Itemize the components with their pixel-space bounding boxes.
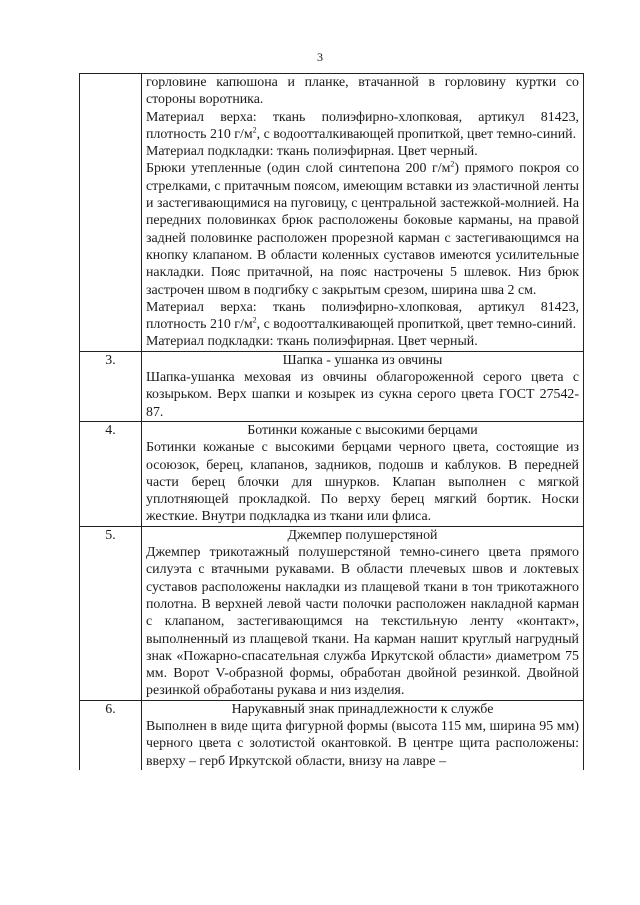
item-heading: Шапка - ушанка из овчины bbox=[282, 352, 443, 368]
item-heading: Нарукавный знак принадлежности к службе bbox=[231, 701, 494, 717]
paragraph: Ботинки кожаные с высокими берцами черного цвета, состоящие из осоюзок, берец, клапанов, задников, подошв и каблуков. В передней части берец блочки для шнурков. Клапан выполнен с мягкой уплотняющей прокладкой. По верху берец мягкий бортик. Носки жесткие. Внутри подкладка из ткани или флиса. bbox=[146, 440, 579, 525]
paragraph: Джемпер трикотажный полушерстяной темно-синего цвета прямого силуэта с втачными рукавами. В области плечевых швов и локтевых суставов расположены накладки из плащевой ткани в тон трикотажного полотна. В верхней левой части полочки расположен накладной карман с клапаном, застегивающимся на текстильную ленту «контакт», выполненный из плащевой ткани. На карман нашит круглый нагрудный знак «Пожарно-спасательная служба Иркутской области» диаметром 75 мм. Ворот V-образной формы, обработан двойной резинкой. Двойной резинкой обработаны рукава и низ изделия. bbox=[146, 545, 579, 699]
paragraph: горловине капюшона и планке, втачанной в горловину куртки со стороны воротника. bbox=[146, 75, 579, 108]
table-row bbox=[80, 74, 584, 352]
paragraph: Материал верха: ткань полиэфирно-хлопковая, артикул 81423, плотность 210 $г/м^2$, с водоотталкивающей пропиткой, цвет темно-синий. bbox=[146, 299, 579, 333]
row-number: 4. bbox=[80, 421, 142, 526]
row-description bbox=[142, 700, 584, 770]
row-number bbox=[80, 74, 142, 352]
table-row bbox=[80, 700, 584, 770]
row-description bbox=[142, 74, 584, 352]
paragraph: Брюки утепленные (один слой синтепона 200 $г/м^2$) прямого покроя со стрелками, с притачным поясом, имеющим вставки из эластичной ленты и застегивающимися на пуговицу, с центральной застежкой-молнией. На передних половинках брюк расположены боковые карманы, на правой задней половинке расположен прорезной карман с застегивающимся на кнопку клапаном. В области коленных суставов имеются усилительные накладки. Пояс притачной, на пояс настрочены 5 шлевок. Низ брюк застрочен швом в подгибку с закрытым срезом, ширина шва 2 см. bbox=[146, 159, 579, 298]
paragraph: Выполнен в виде щита фигурной формы (высота 115 мм, ширина 95 мм) черного цвета с золотистой окантовкой. В центре щита расположены: вверху – герб Иркутской области, внизу на лавре – bbox=[146, 718, 579, 769]
page-number: 3 bbox=[317, 50, 323, 64]
table-row bbox=[80, 351, 584, 421]
paragraph: Материал верха: ткань полиэфирно-хлопковая, артикул 81423, плотность 210 $г/м^2$, с водоотталкивающей пропиткой, цвет темно-синий. bbox=[146, 109, 579, 142]
item-heading: Ботинки кожаные с высокими берцами bbox=[247, 422, 478, 438]
row-number: 6. bbox=[80, 700, 142, 770]
row-description bbox=[142, 351, 584, 421]
paragraph: Материал подкладки: ткань полиэфирная. Цвет черный. bbox=[146, 144, 478, 160]
row-description bbox=[142, 421, 584, 526]
row-number: 5. bbox=[80, 526, 142, 700]
paragraph: Шапка-ушанка меховая из овчины облагороженной серого цвета с козырьком. Верх шапки и козырек из сукна серого цвета ГОСТ 27542-87. bbox=[146, 370, 579, 420]
specification-table bbox=[79, 73, 584, 770]
item-heading: Джемпер полушерстяной bbox=[287, 527, 438, 543]
table-row bbox=[80, 421, 584, 526]
paragraph: Материал подкладки: ткань полиэфирная. Цвет черный. bbox=[146, 334, 478, 350]
table-row bbox=[80, 526, 584, 700]
row-number: 3. bbox=[80, 351, 142, 421]
row-description bbox=[142, 526, 584, 700]
